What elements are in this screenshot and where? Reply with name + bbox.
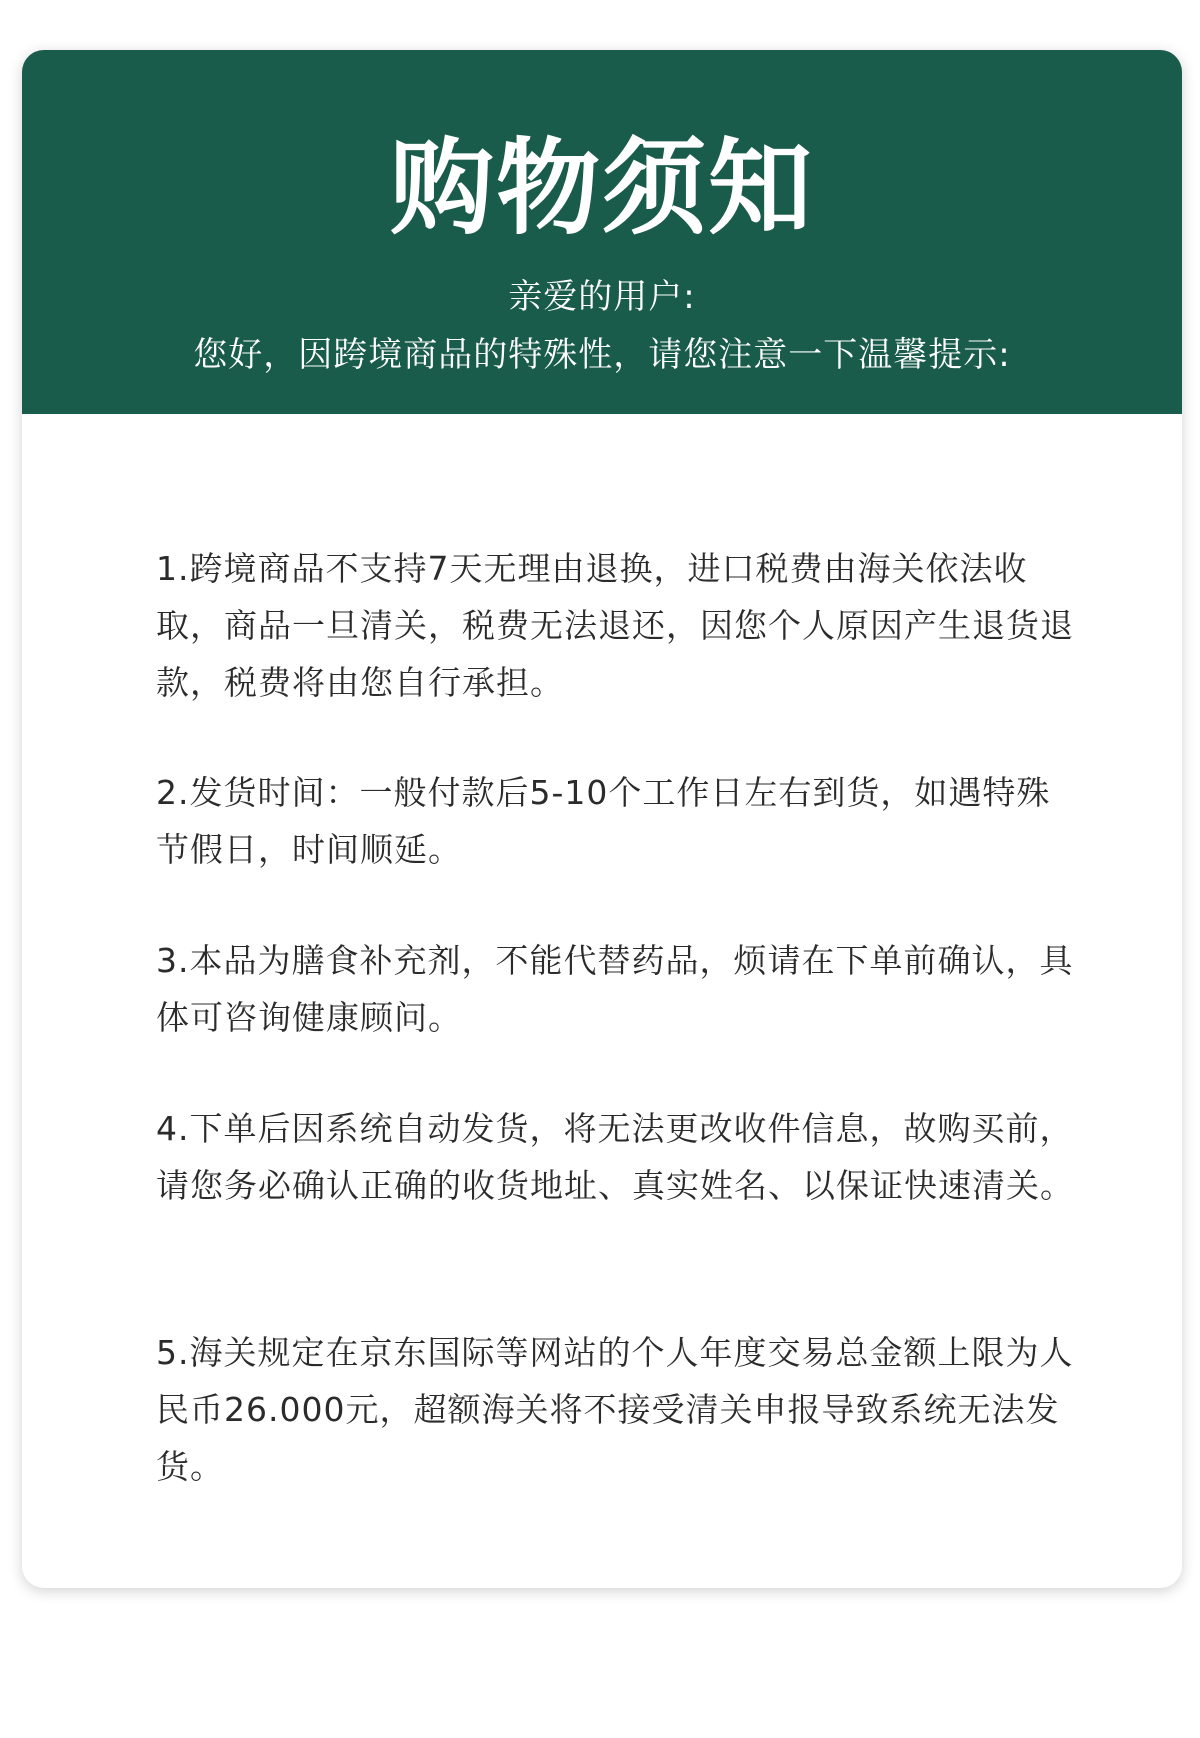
notice-item-return-policy: 1.跨境商品不支持7天无理由退换，进口税费由海关依法收取，商品一旦清关，税费无法退还，因您个人原因产生退货退款，税费将由您自行承担。 — [156, 549, 1074, 702]
shopping-notice-card — [22, 50, 1182, 1588]
greeting-salutation: 亲爱的用户: — [508, 277, 696, 317]
notice-item-shipping-time: 2.发货时间：一般付款后5-10个工作日左右到货，如遇特殊节假日，时间顺延。 — [156, 773, 1051, 869]
notice-item-supplement-disclaimer: 3.本品为膳食补充剂，不能代替药品，烦请在下单前确认，具体可咨询健康顾问。 — [156, 941, 1074, 1037]
notice-header — [22, 50, 1182, 414]
notice-item-customs-limit: 5.海关规定在京东国际等网站的个人年度交易总金额上限为人民币26.000元，超额海关将不接受清关申报导致系统无法发货。 — [156, 1333, 1074, 1486]
greeting-message: 您好，因跨境商品的特殊性，请您注意一下温馨提示: — [193, 335, 1011, 375]
notice-item-address-confirmation: 4.下单后因系统自动发货，将无法更改收件信息，故购买前，请您务必确认正确的收货地址、真实姓名、以保证快速清关。 — [156, 1109, 1074, 1205]
page-title: 购物须知 — [389, 127, 814, 249]
